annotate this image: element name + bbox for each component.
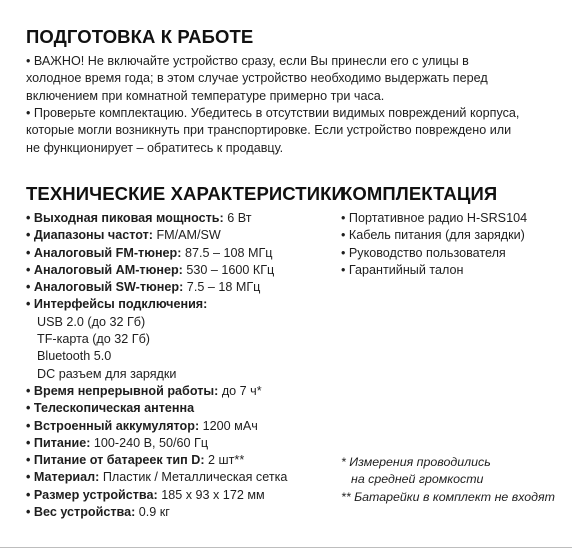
specs-title: ТЕХНИЧЕСКИЕ ХАРАКТЕРИСТИКИ	[26, 183, 345, 204]
spec-item: • Аналоговый FM-тюнер: 87.5 – 108 МГц	[26, 245, 273, 260]
spec-item: • Питание: 100-240 В, 50/60 Гц	[26, 435, 209, 450]
spec-item: • Встроенный аккумулятор: 1200 мАч	[26, 418, 258, 433]
interface-item: TF-карта (до 32 Гб)	[37, 332, 151, 347]
spec-item: • Вес устройства: 0.9 кг	[26, 505, 170, 520]
footnote-batteries: ** Батарейки в комплект не входят	[341, 489, 555, 504]
interface-item: USB 2.0 (до 32 Гб)	[37, 314, 146, 329]
spec-item: • Материал: Пластик / Металлическая сетка	[26, 470, 288, 485]
spec-item: • Интерфейсы подключения:	[26, 297, 208, 312]
kit-list	[341, 210, 527, 279]
prep-paragraph-important: • ВАЖНО! Не включайте устройство сразу, если Вы принесли его с улицы в холодное время года; в этом случае устройство необходимо выдержать перед включением при комнатной температуре примерно три часа.	[26, 54, 488, 103]
spec-item: • Размер устройства: 185 х 93 х 172 мм	[26, 487, 265, 502]
footnote-measurements: * Измерения проводились	[341, 455, 491, 469]
kit-item: • Портативное радио H-SRS104	[341, 211, 528, 225]
bottom-divider	[0, 547, 572, 548]
spec-item: • Диапазоны частот: FM/AM/SW	[26, 228, 221, 243]
spec-item: • Время непрерывной работы: до 7 ч*	[26, 383, 262, 398]
interface-item: DC разъем для зарядки	[37, 366, 177, 381]
footnote-volume: на средней громкости	[351, 472, 484, 487]
prep-title: ПОДГОТОВКА К РАБОТЕ	[26, 26, 254, 47]
spec-item: • Телескопическая антенна	[26, 401, 195, 416]
kit-title: КОМПЛЕКТАЦИЯ	[341, 183, 498, 204]
spec-item: • Аналоговый SW-тюнер: 7.5 – 18 МГц	[26, 280, 261, 295]
spec-item: • Выходная пиковая мощность: 6 Вт	[26, 211, 252, 225]
kit-item: • Гарантийный талон	[341, 262, 464, 277]
kit-item: • Кабель питания (для зарядки)	[341, 228, 525, 243]
kit-item: • Руководство пользователя	[341, 245, 506, 260]
spec-item: • Питание от батареек тип D: 2 шт**	[26, 453, 245, 468]
interface-item: Bluetooth 5.0	[37, 349, 112, 364]
footnotes	[341, 454, 555, 506]
specs-list	[26, 210, 287, 521]
prep-paragraph-check: • Проверьте комплектацию. Убедитесь в отсутствии видимых повреждений корпуса, которые могли возникнуть при транспортировке. Если устройство повреждено или не функционирует – обратитесь к продавцу.	[26, 106, 520, 155]
spec-item: • Аналоговый АМ-тюнер: 530 – 1600 КГц	[26, 262, 275, 277]
